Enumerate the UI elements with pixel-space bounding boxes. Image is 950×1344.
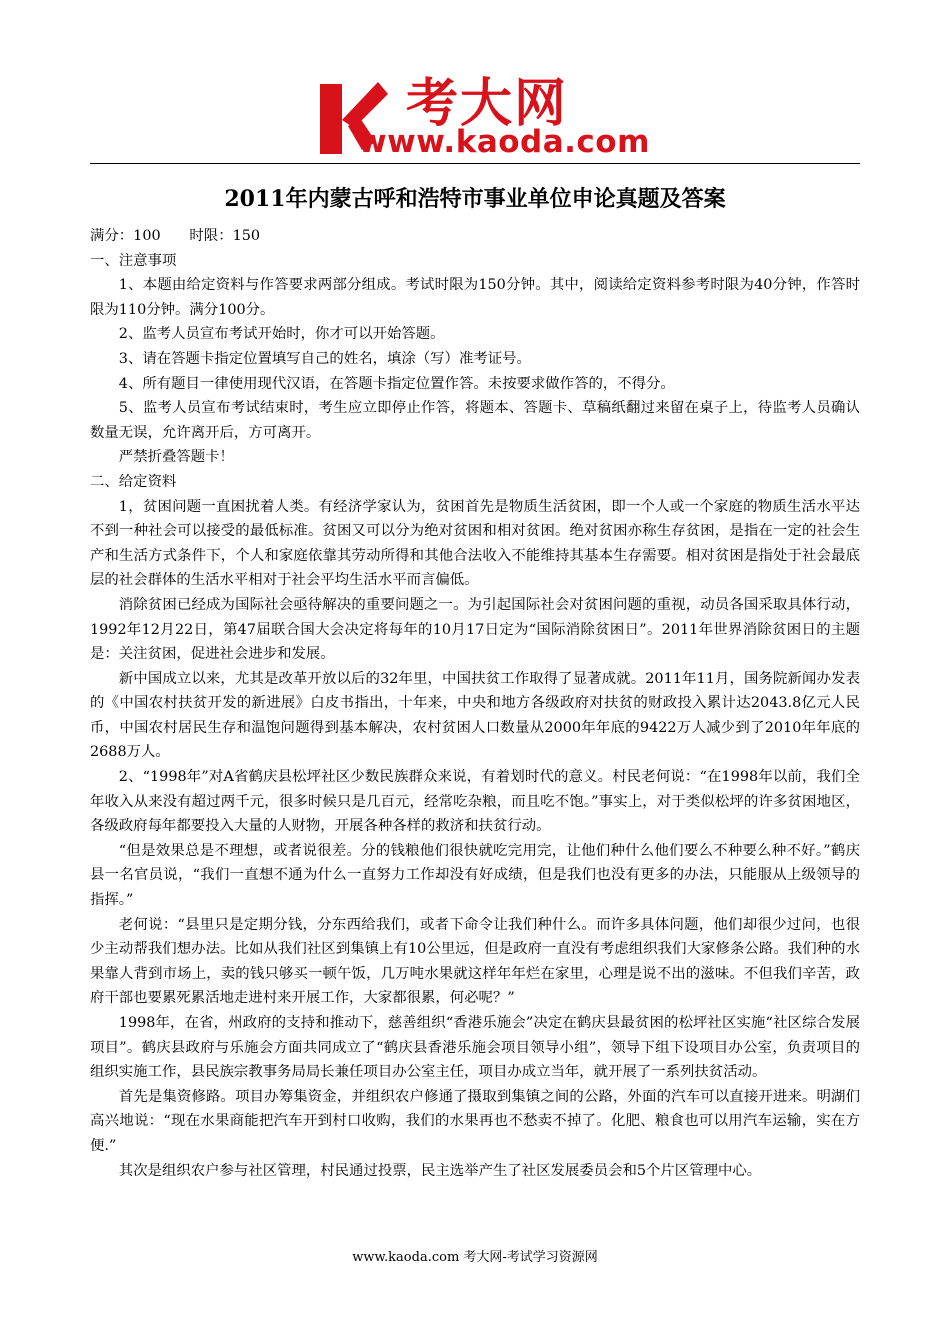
paragraph: 4、所有题目一律使用现代汉语，在答题卡指定位置作答。未按要求做作答的，不得分。 — [118, 375, 675, 392]
paragraph: 3、请在答题卡指定位置填写自己的姓名，填涂（写）准考证号。 — [118, 350, 531, 367]
paragraph: 1，贫困问题一直困扰着人类。有经济学家认为，贫困首先是物质生活贫困，即一个人或一个家庭的物质生活水平达不到一种社会可以接受的最低标准。贫困又可以分为绝对贫困和相对贫困。绝对贫困亦称生存贫困，是指在一定的社会生产和生活方式条件下，个人和家庭依靠其劳动所得和其他合法收入不能维持其基本生存需要。相对贫困是指处于社会最底层的社会群体的生活水平相对于社会平均生活水平而言偏低。 — [90, 498, 860, 589]
paragraph: 2、监考人员宣布考试开始时，你才可以开始答题。 — [118, 326, 445, 343]
score-time-line: 满分：100 时限：150 — [90, 228, 261, 244]
section-heading-notes: 一、注意事项 — [90, 252, 177, 269]
section-heading-materials: 二、给定资料 — [90, 473, 177, 490]
paragraph: 其次是组织农户参与社区管理，村民通过投票，民主选举产生了社区发展委员会和5个片区管理中心。 — [118, 1162, 762, 1179]
paragraph: 1998年，在省，州政府的支持和推动下，慈善组织“香港乐施会”决定在鹤庆县最贫困的松坪社区实施“社区综合发展项目”。鹤庆县政府与乐施会方面共同成立了“鹤庆县香港乐施会项目领导小组”，领导下组下设项目办公室，负责项目的组织实施工作，县民族宗教事务局局长兼任项目办公室主任，项目办成立当年，就开展了一系列扶贫活动。 — [90, 1015, 860, 1081]
paragraph: 5、监考人员宣布考试结束时，考生应立即停止作答，将题本、答题卡、草稿纸翻过来留在桌子上，待监考人员确认数量无误，允许离开后，方可离开。 — [90, 400, 860, 441]
kaoda-logo — [318, 74, 650, 160]
page-title: 2011年内蒙古呼和浩特市事业单位申论真题及答案 — [224, 186, 726, 212]
paragraph: 新中国成立以来，尤其是改革开放以后的32年里，中国扶贫工作取得了显著成就。2011年11月，国务院新闻办发表的《中国农村扶贫开发的新进展》白皮书指出，十年来，中央和地方各级政府对扶贫的财政投入累计达2043.8亿元人民币，中国农村居民生存和温饱问题得到基本解决，农村贫困人口数量从2000年年底的9422万人减少到了2010年年底的2688万人。 — [90, 670, 860, 761]
paragraph: 2、“1998年”对A省鹤庆县松坪社区少数民族群众来说，有着划时代的意义。村民老何说：“在1998年以前，我们全年收入从来没有超过两千元，很多时候只是几百元，经常吃杂粮，而且吃不饱。”事实上，对于类似松坪的许多贫困地区，各级政府每年都要投入大量的人财物，开展各种各样的救济和扶贫行动。 — [90, 769, 860, 835]
paragraph: “但是效果总是不理想，或者说很差。分的钱粮他们很快就吃完用完，让他们种什么他们要么不种要么种不好。”鹤庆县一名官员说，“我们一直想不通为什么一直努力工作却没有好成绩，但是我们也没有更多的办法，只能服从上级领导的指挥。” — [90, 842, 860, 909]
logo-chinese-text: 考大网 — [406, 74, 569, 134]
paragraph: 消除贫困已经成为国际社会亟待解决的重要问题之一。为引起国际社会对贫困问题的重视，动员各国采取具体行动，1992年12月22日，第47届联合国大会决定将每年的10月17日定为“国际消除贫困日”。2011年世界消除贫困日的主题是：关注贫困，促进社会进步和发展。 — [90, 596, 860, 663]
header-divider — [90, 163, 860, 164]
logo-url-text: www.kaoda.com — [358, 124, 650, 160]
paragraph: 严禁折叠答题卡！ — [118, 449, 234, 466]
paragraph: 老何说：“县里只是定期分钱，分东西给我们，或者下命令让我们种什么。而许多具体问题，他们却很少过问，也很少主动帮我们想办法。比如从我们社区到集镇上有10公里远，但是政府一直没有考虑组织我们大家修条公路。我们种的水果靠人背到市场上，卖的钱只够买一顿午饭，几万吨水果就这样年年烂在家里，心理是说不出的滋味。不但我们辛苦，政府干部也要累死累活地走进村来开展工作，大家都很累，何必呢？” — [90, 916, 860, 1007]
document-body — [90, 224, 860, 1183]
page-footer: www.kaoda.com 考大网-考试学习资源网 — [352, 1250, 598, 1265]
paragraph: 首先是集资修路。项目办筹集资金，并组织农户修通了摄取到集镇之间的公路，外面的汽车可以直接开进来。明湖们高兴地说：“现在水果商能把汽车开到村口收购，我们的水果再也不愁卖不掉了。化肥、粮食也可以用汽车运输，实在方便.” — [90, 1088, 860, 1154]
paragraph: 1、本题由给定资料与作答要求两部分组成。考试时限为150分钟。其中，阅读给定资料参考时限为40分钟，作答时限为110分钟。满分100分。 — [90, 277, 860, 318]
